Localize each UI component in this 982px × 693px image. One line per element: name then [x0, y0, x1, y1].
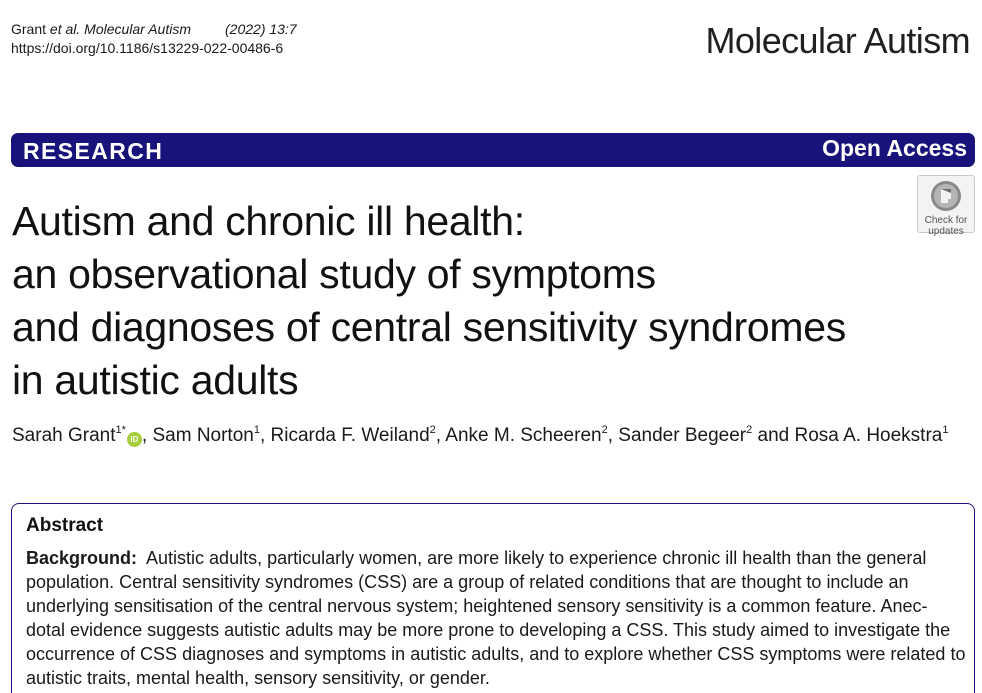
- article-title: [12, 195, 972, 407]
- author-separator: and: [752, 425, 795, 446]
- author-affiliation: 2: [601, 424, 608, 436]
- abstract-line: underlying sensitisation of the central nervous system; heightened sensory sensitivity is a common feature. Anec-: [26, 596, 928, 616]
- citation-year-volume: (2022) 13:7: [225, 21, 297, 37]
- author-separator: ,: [141, 425, 153, 446]
- title-line: an observational study of symptoms: [12, 251, 656, 297]
- author-affiliation: 2: [746, 424, 753, 436]
- citation-author: Grant: [11, 21, 50, 37]
- author-name[interactable]: Rosa A. Hoekstra: [794, 425, 943, 446]
- author-name[interactable]: Ricarda F. Weiland: [270, 425, 430, 446]
- abstract-line: dotal evidence suggests autistic adults may be more prone to developing a CSS. This study aimed to investigate the: [26, 620, 951, 640]
- abstract-line: occurrence of CSS diagnoses and symptoms in autistic adults, and to explore whether CSS symptoms were related to: [26, 644, 966, 664]
- author-separator: ,: [607, 425, 619, 446]
- author-affiliation: 1*: [115, 424, 126, 436]
- journal-logo: Molecular Autism: [705, 20, 970, 61]
- citation-et-al: et al.: [49, 21, 81, 37]
- abstract-line-text: Autistic adults, particularly women, are more likely to experience chronic ill health than the general: [137, 548, 927, 568]
- author-affiliation: 1: [942, 424, 949, 436]
- author-name[interactable]: Sam Norton: [152, 425, 254, 446]
- author-affiliation: 1: [253, 424, 260, 436]
- abstract-heading: Abstract: [26, 515, 104, 536]
- title-line: and diagnoses of central sensitivity syndromes: [12, 304, 846, 350]
- citation-journal: Molecular Autism: [80, 21, 192, 37]
- article-type-banner: [11, 133, 975, 167]
- doi-link[interactable]: https://doi.org/10.1186/s13229-022-00486-6: [11, 40, 284, 56]
- abstract-line: population. Central sensitivity syndromes (CSS) are a group of related conditions that are thought to include an: [26, 572, 909, 592]
- article-type-label: RESEARCH: [23, 138, 164, 164]
- check-for-updates-line2: updates: [928, 226, 964, 237]
- author-name[interactable]: Sarah Grant: [12, 425, 116, 446]
- citation-block: [11, 20, 297, 58]
- abstract-box: [11, 503, 975, 693]
- abstract-line: autistic traits, mental health, sensory sensitivity, or gender.: [26, 668, 490, 688]
- author-affiliation: 2: [429, 424, 436, 436]
- abstract-background: [26, 546, 966, 690]
- title-line: Autism and chronic ill health:: [12, 198, 525, 244]
- abstract-line: [26, 546, 966, 570]
- background-label: Background:: [26, 548, 138, 568]
- open-access-label: Open Access: [822, 135, 967, 161]
- author-separator: ,: [259, 425, 271, 446]
- citation-line: [11, 20, 297, 39]
- title-line: in autistic adults: [12, 357, 299, 403]
- orcid-icon[interactable]: iD: [127, 432, 142, 447]
- author-name[interactable]: Anke M. Scheeren: [445, 425, 602, 446]
- author-name[interactable]: Sander Begeer: [618, 425, 747, 446]
- check-for-updates-line1: Check for: [924, 215, 968, 226]
- author-separator: ,: [435, 425, 446, 446]
- author-list: [12, 418, 948, 448]
